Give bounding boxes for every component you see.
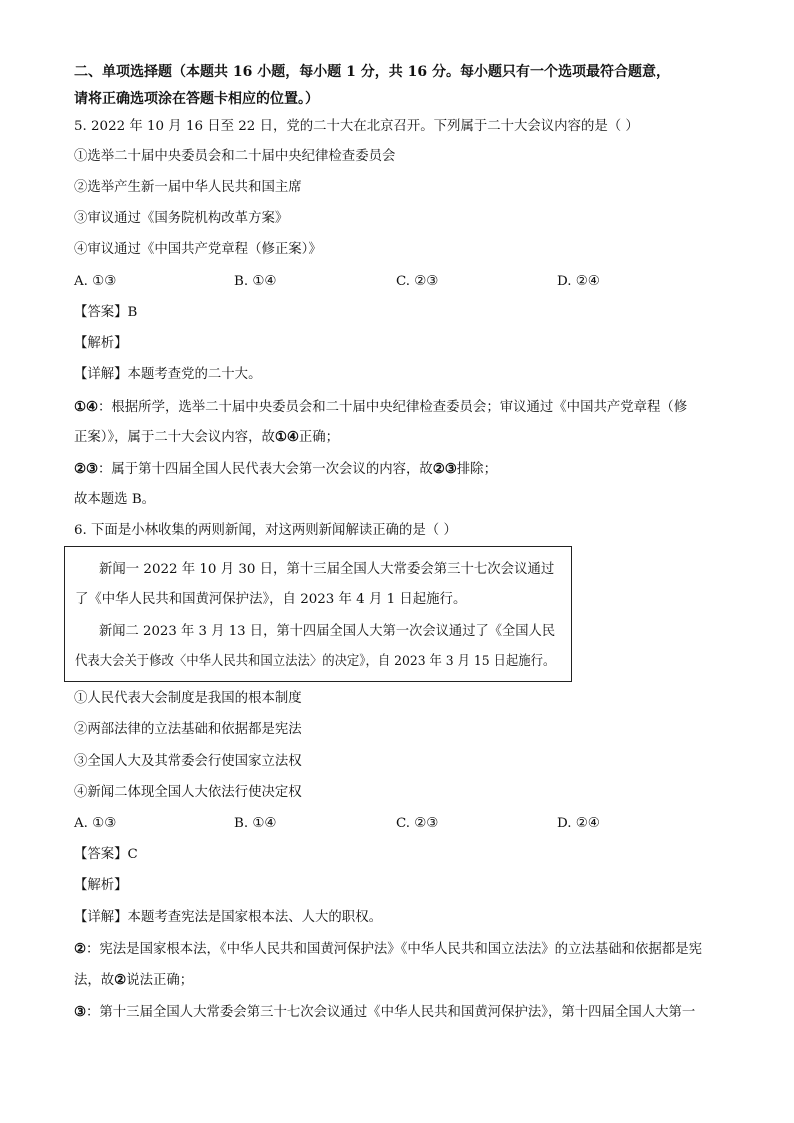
q5-answer: 【答案】B	[74, 305, 138, 320]
q6-exp1-cont-b: 说法正确；	[126, 973, 194, 988]
q6-option-a: A. ①③	[74, 816, 117, 831]
q5-conclusion: 故本题选 B。	[74, 492, 156, 507]
q6-option-d: D. ②④	[557, 816, 600, 831]
q6-item-1: ①人民代表大会制度是我国的根本制度	[74, 691, 302, 706]
q6-exp1-cont-tag: ②	[114, 972, 127, 988]
q5-exp2-text-a: ：属于第十四届全国人民代表大会第一次会议的内容，故	[98, 462, 433, 477]
news1-line1: 新闻一 2022 年 10 月 30 日，第十三届全国人大常委会第三十七次会议通过	[99, 562, 555, 577]
q5-analysis-label: 【解析】	[74, 336, 128, 351]
q5-explanation-1-cont	[74, 427, 339, 448]
q5-item-3: ③审议通过《国务院机构改革方案》	[74, 211, 289, 226]
q5-detail: 【详解】本题考查党的二十大。	[74, 367, 262, 382]
news-box	[64, 546, 572, 682]
q6-stem: 6. 下面是小林收集的两则新闻，对这两则新闻解读正确的是（ ）	[74, 523, 457, 538]
q5-exp1-tag: ①④	[74, 399, 99, 415]
q5-explanation-1	[74, 397, 687, 418]
q5-stem: 5. 2022 年 10 月 16 日至 22 日，党的二十大在北京召开。下列属于二十大会议内容的是（ ）	[74, 119, 639, 134]
q5-item-2: ②选举产生新一届中华人民共和国主席	[74, 180, 302, 195]
q6-exp1-tag: ②	[74, 941, 87, 957]
q6-explanation-1	[74, 939, 702, 960]
q6-item-2: ②两部法律的立法基础和依据都是宪法	[74, 722, 302, 737]
q5-exp2-text-tag: ②③	[432, 461, 457, 477]
q6-exp1-text: ：宪法是国家根本法，《中华人民共和国黄河保护法》《中华人民共和国立法法》的立法基础和依据都是宪	[86, 942, 702, 957]
q5-exp1-cont-b: 正确；	[298, 430, 340, 445]
section-title-line2: 请将正确选项涂在答题卡相应的位置。）	[74, 91, 319, 107]
q5-option-d: D. ②④	[557, 274, 600, 289]
q6-explanation-1-cont	[74, 970, 193, 991]
q5-exp1-cont-tag: ①④	[274, 429, 299, 445]
q5-option-a: A. ①③	[74, 274, 117, 289]
q5-explanation-2	[74, 459, 497, 480]
q6-detail: 【详解】本题考查宪法是国家根本法、人大的职权。	[74, 910, 382, 925]
q6-analysis-label: 【解析】	[74, 878, 128, 893]
q5-exp1-cont-a: 正案）》，属于二十大会议内容，故	[74, 430, 275, 445]
q6-explanation-2	[74, 1002, 695, 1023]
news2-line2: 代表大会关于修改〈中华人民共和国立法法〉的决定》，自 2023 年 3 月 15 日起施行。	[75, 654, 556, 669]
q6-exp2-tag: ③	[74, 1004, 87, 1020]
q5-exp1-text: ：根据所学，选举二十届中央委员会和二十届中央纪律检查委员会；审议通过《中国共产党章程（修	[98, 400, 688, 415]
q5-exp2-text-b: 排除；	[456, 462, 497, 477]
q5-item-4: ④审议通过《中国共产党章程（修正案）》	[74, 242, 322, 257]
q6-item-3: ③全国人大及其常委会行使国家立法权	[74, 754, 302, 769]
q5-exp2-tag: ②③	[74, 461, 99, 477]
q6-exp1-cont-a: 法，故	[74, 973, 115, 988]
q5-option-c: C. ②③	[396, 274, 439, 289]
q6-option-c: C. ②③	[396, 816, 439, 831]
news1-line2: 了《中华人民共和国黄河保护法》，自 2023 年 4 月 1 日起施行。	[75, 592, 467, 607]
q5-item-1: ①选举二十届中央委员会和二十届中央纪律检查委员会	[74, 149, 396, 164]
q5-option-b: B. ①④	[234, 274, 277, 289]
q6-exp2-text: ：第十三届全国人大常委会第三十七次会议通过《中华人民共和国黄河保护法》，第十四届全国人大第一	[86, 1005, 696, 1020]
q6-option-b: B. ①④	[234, 816, 277, 831]
news2-line1: 新闻二 2023 年 3 月 13 日，第十四届全国人大第一次会议通过了《全国人民	[99, 624, 556, 639]
section-title-line1: 二、单项选择题（本题共 16 小题，每小题 1 分，共 16 分。每小题只有一个选项最符合题意，	[74, 64, 670, 80]
q6-item-4: ④新闻二体现全国人大依法行使决定权	[74, 785, 302, 800]
q6-answer: 【答案】C	[74, 847, 138, 862]
